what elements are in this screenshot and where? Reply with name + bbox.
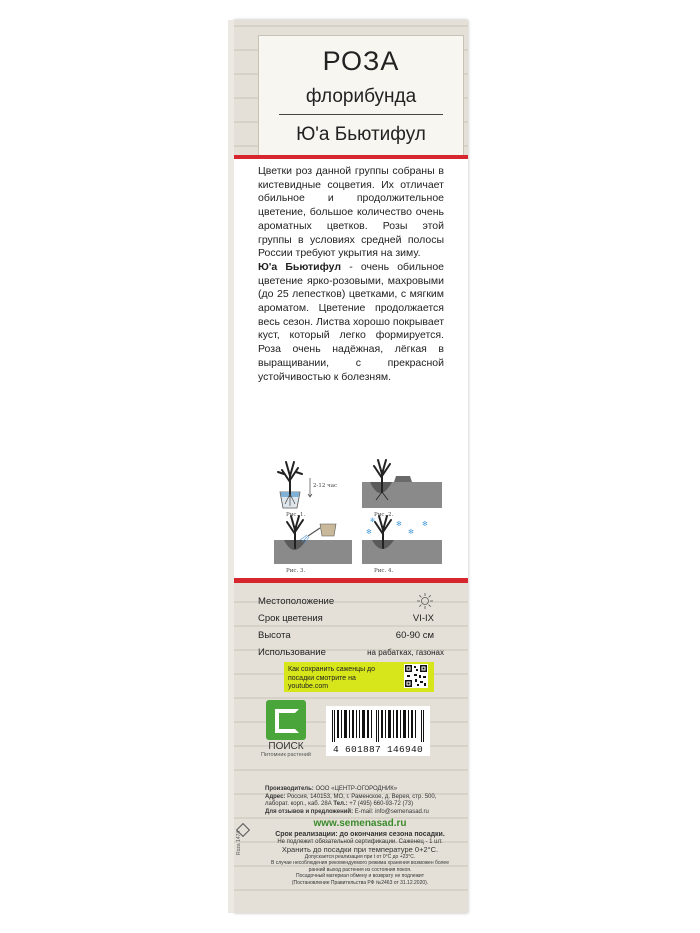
video-note-box: [284, 662, 434, 692]
website-link[interactable]: www.semenasad.ru: [313, 818, 407, 829]
svg-text:✻: ✻: [396, 521, 402, 528]
fig4-caption: Рис. 4.: [374, 568, 394, 574]
storage-note-4: (Постановление Правительства РФ №2463 от 31.12.2020).: [291, 879, 429, 886]
spec-bloom-label: Срок цветения: [258, 613, 323, 624]
spec-height: [258, 630, 444, 641]
spec-bloom-value: VI-IX: [412, 613, 434, 624]
spec-height-label: Высота: [258, 630, 291, 641]
barcode: [326, 706, 430, 756]
fig2-caption: Рис. 2.: [374, 512, 394, 518]
soak-time-label: 2-12 час: [313, 483, 338, 489]
description-text: [258, 165, 444, 384]
svg-text:✻: ✻: [366, 529, 372, 536]
product-title: РОЗА: [322, 46, 400, 76]
fig1-caption: Рис. 1.: [286, 512, 306, 518]
spec-location-label: Местоположение: [258, 596, 335, 607]
spec-usage-label: Использование: [258, 647, 326, 658]
shelf-life: Срок реализации: до окончания сезона посадки.: [275, 831, 445, 838]
video-note-text: Как сохранить саженцы до посадки смотрите на youtube.com: [288, 666, 376, 690]
spec-usage: [258, 647, 444, 658]
address-value: Россия, 140153, МО, г. Раменское, д. Верея, стр. 500, лаборат. корп., каб. 28А: [265, 793, 437, 808]
storage-info: [265, 831, 455, 886]
fig1-soaking-illustration: [278, 462, 312, 508]
storage-note-3: Посадочный материал обмену и возврату не подлежит: [295, 873, 424, 880]
fig3-watering-illustration: [274, 516, 352, 564]
fig3-caption: Рис. 3.: [286, 568, 306, 574]
phone-value: +7 (495) 660-93-72 (73): [349, 801, 414, 808]
bottom-red-band: [234, 578, 468, 583]
fig4-winter-illustration: [362, 516, 442, 564]
barcode-number: 4 601887 146940: [332, 744, 423, 755]
feedback-label: Для отзывов и предложений:: [265, 808, 354, 815]
spec-location: [258, 596, 444, 607]
producer-value: ООО «ЦЕНТР-ОГОРОДНИК»: [315, 786, 398, 792]
product-group: флорибунда: [305, 86, 417, 107]
product-variety: Ю'а Бьютифул: [296, 124, 426, 145]
title-divider: [279, 114, 443, 115]
svg-text:✻: ✻: [370, 518, 376, 524]
brand-logo-icon: [266, 700, 306, 740]
variety-name: Ю'а Бьютифул: [258, 260, 342, 273]
storage-temp: Хранить до посадки при температуре 0+2°С.: [281, 845, 439, 855]
producer-label: Производитель:: [265, 786, 314, 792]
description-intro: Цветки роз данной группы собраны в кистевидные соцветия. Их отличает обильное и продолжительное цветение, большое количество очень ароматных цветков. Розы этой группы в условиях средней полосы России требуют укрытия на зиму.: [258, 165, 444, 260]
spec-height-value: 60-90 см: [395, 630, 434, 641]
fig2-planting-illustration: [362, 460, 442, 508]
barcode-bars: [332, 710, 424, 742]
certification-note: Не подлежит обязательной сертификации. Саженец - 1 шт.: [277, 838, 443, 845]
producer-info: [265, 786, 455, 816]
spec-bloom: [258, 613, 444, 624]
spec-usage-value: на рабатках, газонах: [367, 648, 444, 657]
title-label: [258, 35, 464, 157]
storage-note-2: В случае несоблюдения рекомендуемого режима хранения возможен более ранний выход растения из состояния покоя.: [270, 860, 449, 873]
address-label: Адрес:: [265, 793, 286, 800]
svg-text:✻: ✻: [408, 529, 414, 536]
brand-name: ПОИСК: [268, 741, 304, 752]
variety-description: - очень обильное цветение ярко-розовыми, махровыми (до 25 лепестков) цветками, с мягким ароматом. Цветение продолжается весь сезон. Листва хорошо покрывает куст, который легко формируется. Роза очень надёжная, лёгкая в выращивании, с прекрасной устойчивостью к болезням.: [258, 260, 444, 383]
side-code: Roza 1474: [236, 830, 242, 855]
sun-icon: [416, 592, 434, 610]
phone-label: Тел.:: [333, 801, 348, 808]
brand-subtitle: Питомник растений: [261, 752, 311, 758]
storage-note-1: Допускается реализация при t от 0°С до +23°С.: [304, 853, 416, 860]
qr-code-icon[interactable]: [404, 664, 428, 688]
svg-text:✻: ✻: [422, 521, 428, 528]
feedback-value: E-mail: info@semenasad.ru: [354, 808, 429, 815]
